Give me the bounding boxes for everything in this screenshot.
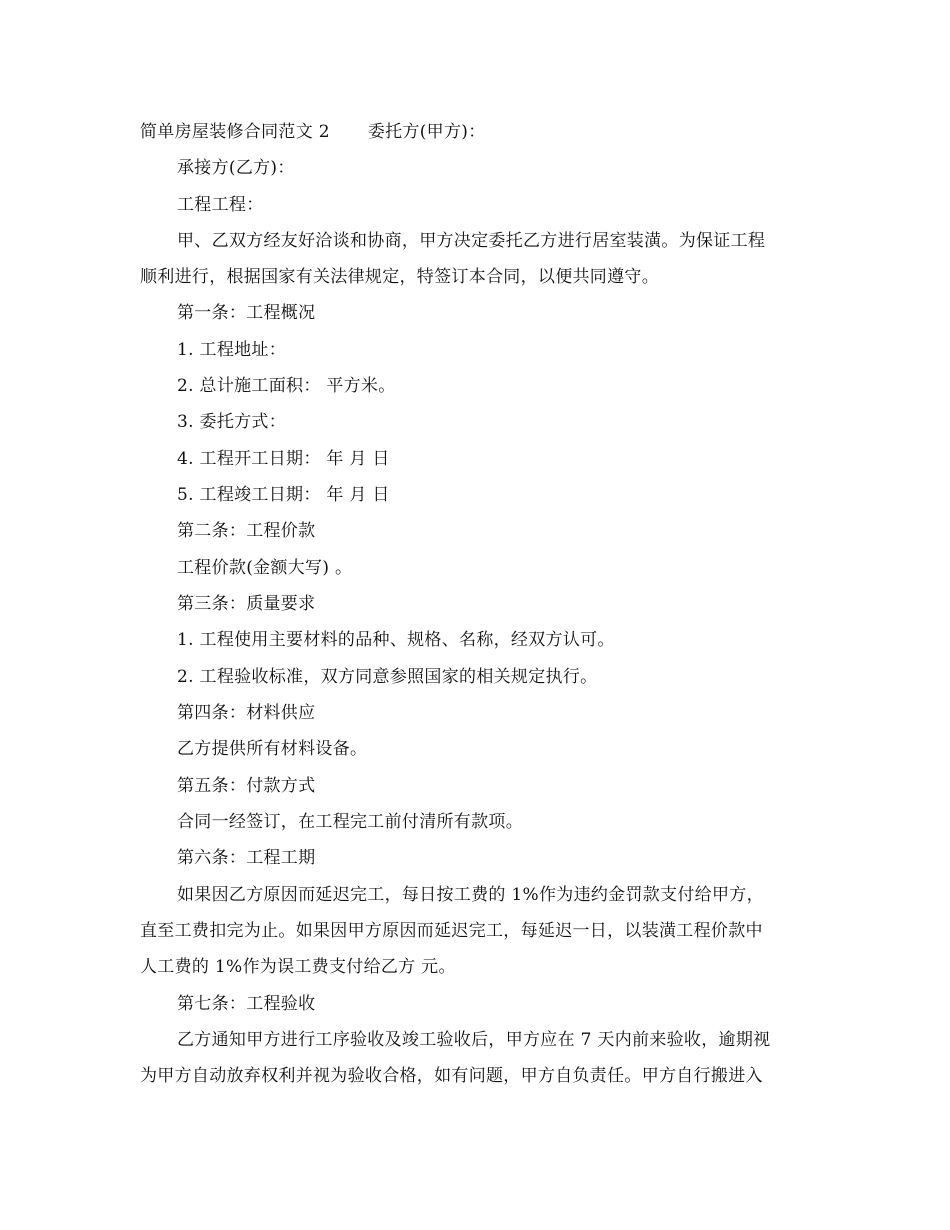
article3-heading: 第三条：质量要求: [177, 594, 316, 614]
article1-item-5: 5. 工程竣工日期： 年 月 日: [177, 485, 390, 505]
article2-body: 工程价款(金额大写) 。: [177, 558, 353, 578]
document-title: 简单房屋装修合同范文 2: [140, 122, 330, 142]
project-label: 工程工程：: [177, 195, 264, 215]
article2-heading: 第二条：工程价款: [177, 521, 316, 541]
intro-line-2: 顺利进行，根据国家有关法律规定，特签订本合同，以便共同遵守。: [140, 267, 659, 287]
article6-line-3: 人工费的 1%作为误工费支付给乙方 元。: [140, 957, 456, 977]
party-a-label: 委托方(甲方)：: [367, 122, 486, 142]
article6-heading: 第六条：工程工期: [177, 848, 316, 868]
article7-line-2: 为甲方自动放弃权利并视为验收合格，如有问题，甲方自负责任。甲方自行搬进入: [140, 1066, 763, 1086]
article4-heading: 第四条：材料供应: [177, 703, 316, 723]
party-b-label: 承接方(乙方)：: [177, 158, 295, 178]
article7-line-1: 乙方通知甲方进行工序验收及竣工验收后，甲方应在 7 天内前来验收，逾期视: [177, 1030, 771, 1050]
article5-body: 合同一经签订，在工程完工前付清所有款项。: [177, 812, 523, 832]
article1-item-2: 2. 总计施工面积： 平方米。: [177, 376, 396, 396]
article5-heading: 第五条：付款方式: [177, 776, 316, 796]
intro-line-1: 甲、乙双方经友好洽谈和协商，甲方决定委托乙方进行居室装潢。为保证工程: [177, 231, 766, 251]
article6-line-1: 如果因乙方原因而延迟完工，每日按工费的 1%作为违约金罚款支付给甲方，: [177, 885, 764, 905]
article3-item-2: 2. 工程验收标准，双方同意参照国家的相关规定执行。: [177, 667, 598, 687]
article1-heading: 第一条：工程概况: [177, 303, 316, 323]
article7-heading: 第七条：工程验收: [177, 994, 316, 1014]
article4-body: 乙方提供所有材料设备。: [177, 739, 368, 759]
article6-line-2: 直至工费扣完为止。如果因甲方原因而延迟完工，每延迟一日，以装潢工程价款中: [140, 921, 763, 941]
title-line: [140, 122, 820, 142]
article3-item-1: 1. 工程使用主要材料的品种、规格、名称，经双方认可。: [177, 630, 615, 650]
article1-item-4: 4. 工程开工日期： 年 月 日: [177, 449, 390, 469]
article1-item-3: 3. 委托方式：: [177, 412, 287, 432]
article1-item-1: 1. 工程地址：: [177, 340, 287, 360]
